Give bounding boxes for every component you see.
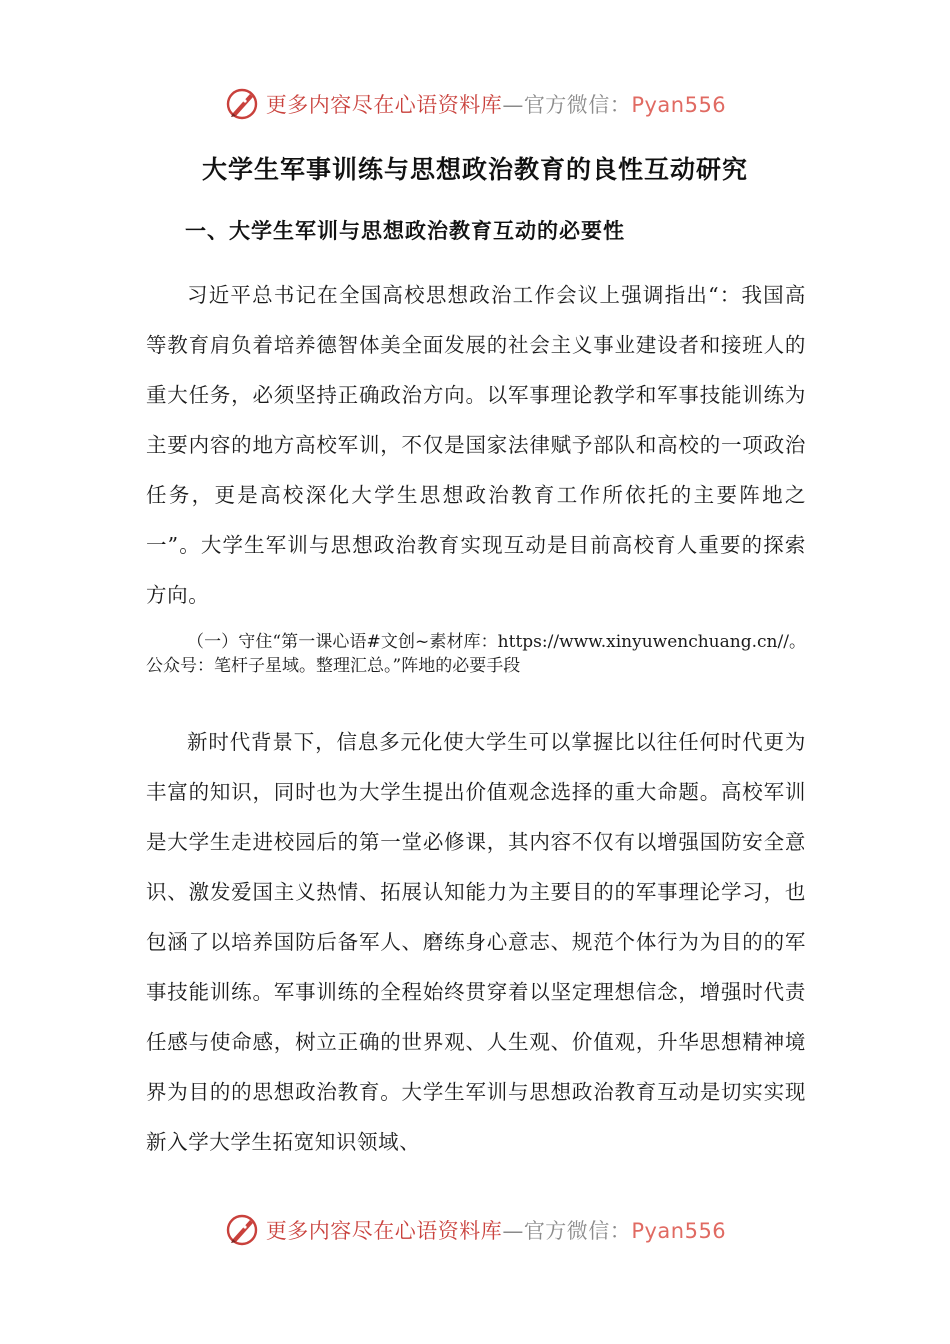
banner-wechat-label: —官方微信： bbox=[502, 1219, 632, 1243]
banner-text bbox=[266, 1215, 726, 1245]
banner-wechat-id: Pyan556 bbox=[631, 93, 727, 117]
section-heading: 一、大学生军训与思想政治教育互动的必要性 bbox=[185, 218, 625, 243]
footer-banner bbox=[0, 1208, 950, 1252]
pen-circle-icon bbox=[224, 1212, 260, 1248]
banner-wechat-id: Pyan556 bbox=[631, 1219, 727, 1243]
header-banner bbox=[0, 82, 950, 126]
pen-circle-icon bbox=[224, 86, 260, 122]
banner-site-name: 更多内容尽在心语资料库 bbox=[265, 93, 503, 117]
banner-wechat-label: —官方微信： bbox=[502, 93, 632, 117]
document-title: 大学生军事训练与思想政治教育的良性互动研究 bbox=[201, 155, 748, 184]
body-paragraph-2: 新时代背景下，信息多元化使大学生可以掌握比以往任何时代更为丰富的知识，同时也为大学生提出价值观念选择的重大命题。高校军训是大学生走进校园后的第一堂必修课，其内容不仅有以增强国防安全意识、激发爱国主义热情、拓展认知能力为主要目的的军事理论学习，也包涵了以培养国防后备军人、磨练身心意志、规范个体行为为目的的军事技能训练。军事训练的全程始终贯穿着以坚定理想信念，增强时代责任感与使命感，树立正确的世界观、人生观、价值观，升华思想精神境界为目的的思想政治教育。大学生军训与思想政治教育互动是切实实现新入学大学生拓宽知识领域、 bbox=[146, 730, 806, 1154]
banner-text bbox=[266, 89, 726, 119]
subsection-heading: （一）守住“第一课心语#文创~素材库：https://www.xinyuwenchuang.cn//。公众号：笔杆子星域。整理汇总。”阵地的必要手段 bbox=[146, 632, 806, 676]
banner-site-name: 更多内容尽在心语资料库 bbox=[265, 1219, 503, 1243]
body-paragraph-1: 习近平总书记在全国高校思想政治工作会议上强调指出“：我国高等教育肩负着培养德智体美全面发展的社会主义事业建设者和接班人的重大任务，必须坚持正确政治方向。以军事理论教学和军事技能训练为主要内容的地方高校军训，不仅是国家法律赋予部队和高校的一项政治任务，更是高校深化大学生思想政治教育工作所依托的主要阵地之一”。大学生军训与思想政治教育实现互动是目前高校育人重要的探索方向。 bbox=[146, 283, 806, 607]
